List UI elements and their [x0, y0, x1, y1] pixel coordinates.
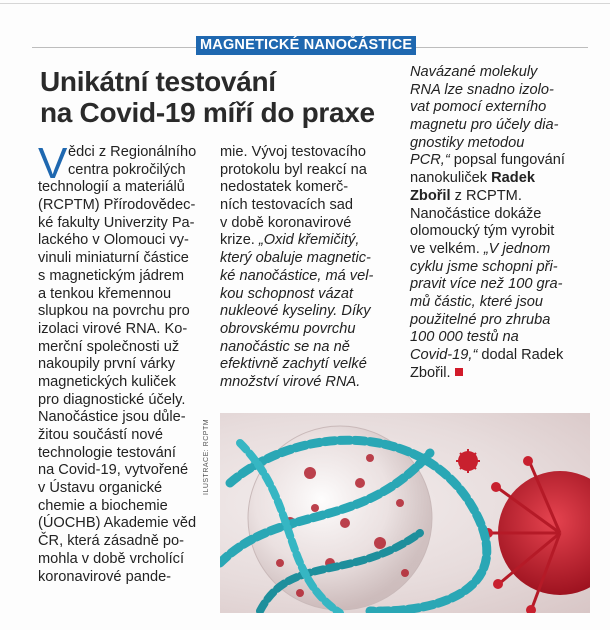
text-line: koronavirové pande-	[38, 568, 172, 585]
article-column-2	[220, 144, 398, 392]
person-name: Zbořil	[410, 187, 451, 204]
quote-line: RNA lze snadno izolo-	[410, 81, 554, 98]
quote-line: cyklu jsme schopni při-	[410, 258, 558, 275]
quote-line: efektivně zachytí velké	[220, 356, 367, 373]
text-line: merční společnosti už	[38, 338, 180, 355]
text-line: izolaci virové RNA. Ko-	[38, 320, 188, 337]
text-line: na Covid-19, vytvořené	[38, 462, 189, 479]
text-line: technologie testování	[38, 444, 176, 461]
headline-line-2: na Covid-19 míří do praxe	[40, 97, 375, 128]
quote-line: Navázané molekuly	[410, 64, 538, 80]
quote-line: nanočástic se na ně	[220, 338, 350, 355]
person-name: Radek	[491, 170, 535, 187]
quote-fragment: Covid-19,“	[410, 347, 478, 363]
quote-line: vat pomocí externího	[410, 99, 547, 116]
quote-line: obrovskému povrchu	[220, 320, 356, 337]
quote-line: množství virové RNA.	[220, 373, 361, 390]
text-line: ČR, která zásadně po-	[38, 533, 185, 550]
end-mark	[455, 368, 463, 376]
text-line: vinuli miniaturní částice	[38, 250, 189, 267]
text-line	[410, 152, 590, 170]
quote-line: 100 000 testů na	[410, 329, 519, 346]
text-line	[410, 365, 590, 383]
text-line: protokolu byl reakcí na	[220, 161, 367, 178]
quote-line: mů částic, které jsou	[410, 293, 544, 310]
article-column-1	[38, 139, 210, 586]
quote-line: gnostiky metodou	[410, 134, 525, 151]
text-line: chemie a biochemie	[38, 497, 168, 514]
headline-line-1: Unikátní testování	[40, 66, 276, 97]
text-line: nakoupily první várky	[38, 356, 176, 373]
text-line	[410, 241, 590, 259]
section-rubric: MAGNETICKÉ NANOČÁSTICE	[196, 36, 416, 55]
small-virus-icon	[456, 449, 480, 473]
text-line	[410, 188, 590, 206]
quote-line: pravit více než 100 gra-	[410, 276, 563, 293]
virus-icon	[483, 456, 590, 613]
text-line: Nanočástice dokáže	[410, 205, 542, 222]
article-headline	[40, 66, 400, 128]
illustration-credit: ILUSTRACE: RCPTM	[203, 418, 210, 495]
text-line: s magnetickým jádrem	[38, 267, 184, 284]
text-line: Nanočástice jsou důle-	[38, 409, 186, 426]
text-line: v Ústavu organické	[38, 480, 163, 497]
text-fragment: dodal Radek	[477, 347, 564, 363]
text-fragment: popsal fungování	[449, 152, 565, 169]
text-line: ědci z Regionálního	[68, 144, 197, 160]
text-line: žitou součástí nové	[38, 427, 163, 443]
text-line: mie. Vývoj testovacího	[220, 144, 367, 160]
text-line: (RCPTM) Přírodovědec-	[38, 197, 196, 214]
text-fragment: z RCPTM.	[450, 187, 522, 204]
text-line: nedostatek komerč-	[220, 179, 349, 196]
quote-line: ké nanočástice, má vel-	[220, 267, 374, 284]
drop-cap: V	[38, 139, 68, 188]
quote-fragment: „V jednom	[483, 240, 551, 257]
top-rule	[0, 3, 610, 4]
quote-fragment: PCR,“	[410, 152, 450, 169]
quote-fragment: „Oxid křemičitý,	[258, 232, 360, 249]
text-line	[410, 170, 590, 188]
article-column-3	[410, 64, 590, 382]
text-line: technologií a materiálů	[38, 179, 185, 196]
text-fragment: nanokuliček	[410, 170, 488, 187]
quote-line: který obaluje magnetic-	[220, 250, 371, 267]
text-line: (ÚOCHB) Akademie věd	[38, 515, 197, 532]
text-line	[220, 232, 398, 250]
text-line: ních testovacích sad	[220, 197, 354, 214]
text-line: lackého v Olomouci vy-	[38, 232, 189, 249]
quote-line: kou schopnost vázat	[220, 285, 354, 302]
text-line: pro diagnostické účely.	[38, 391, 186, 408]
quote-line: magnetu pro účely dia-	[410, 117, 559, 134]
quote-line: nukleové kyseliny. Díky	[220, 303, 371, 320]
text-line: ké fakulty Univerzity Pa-	[38, 214, 195, 231]
text-line	[410, 347, 590, 365]
quote-line: použitelné pro zhruba	[410, 311, 551, 328]
text-line: mohla v době vrcholící	[38, 550, 185, 567]
nanoparticle-virus-illustration	[220, 413, 590, 613]
article-illustration	[220, 413, 590, 613]
text-line: a tenkou křemennou	[38, 285, 172, 302]
text-line: olomoucký tým vyrobit	[410, 223, 555, 240]
text-fragment: Zbořil.	[410, 364, 451, 381]
text-line: slupkou na povrchu pro	[38, 303, 190, 320]
text-line: centra pokročilých	[68, 161, 186, 178]
text-line: magnetických kuliček	[38, 373, 176, 390]
text-fragment: ve velkém.	[410, 240, 484, 257]
text-fragment: krize.	[220, 232, 259, 249]
text-line: v době koronavirové	[220, 214, 352, 231]
